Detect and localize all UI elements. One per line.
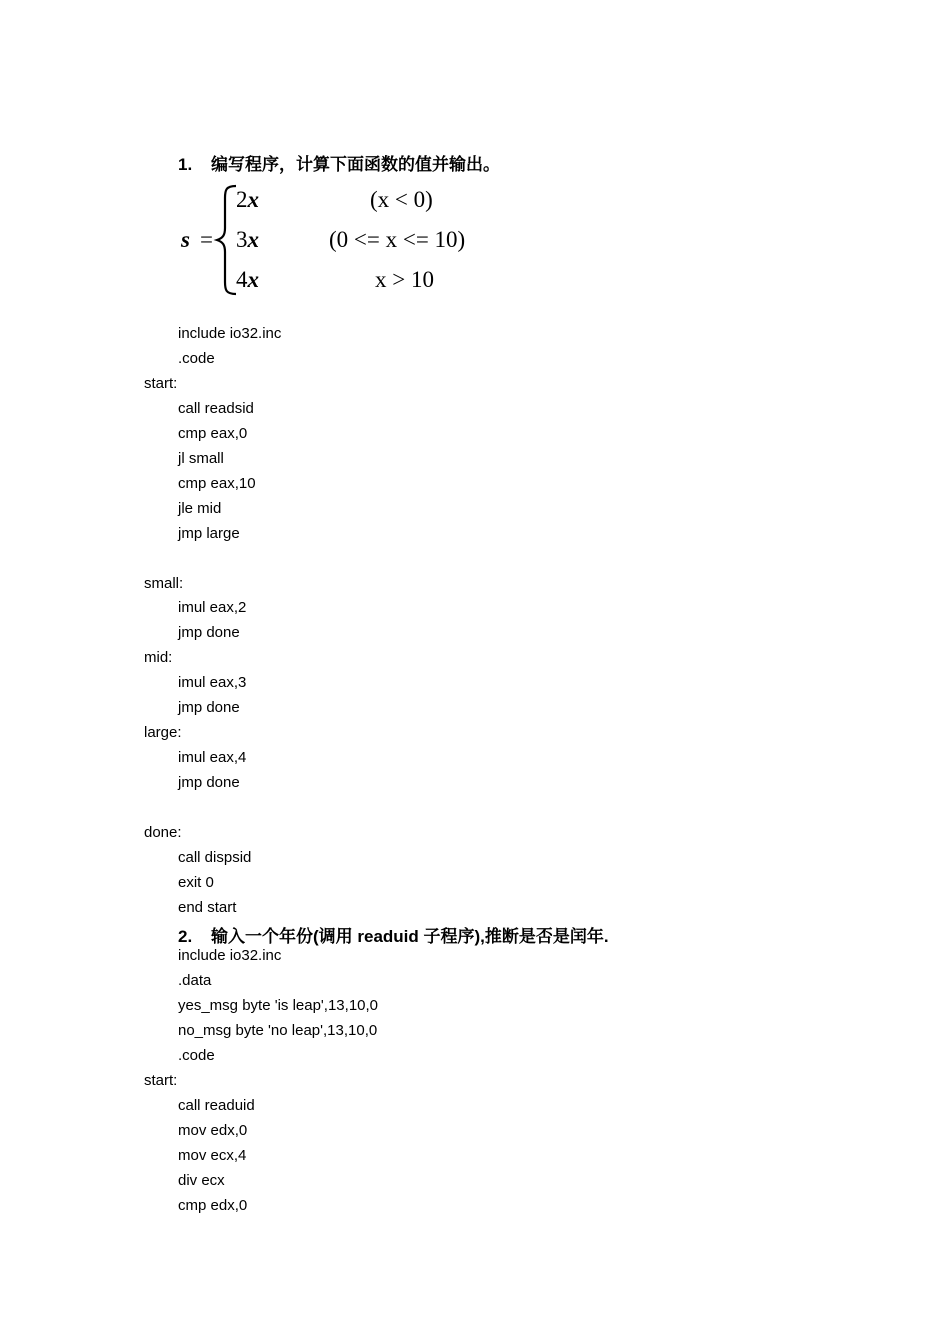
code-line: jmp done <box>178 699 240 717</box>
formula-graphic <box>178 180 498 300</box>
case-2-expr: 3x <box>236 227 259 252</box>
question-2-number: 2. <box>178 927 193 946</box>
question-1-heading <box>178 150 500 175</box>
question-2-heading <box>178 922 609 947</box>
code-line: cmp eax,10 <box>178 474 256 492</box>
code-line: done: <box>144 824 182 841</box>
code-line: jmp large <box>178 524 240 542</box>
case-1-expr: 2x <box>236 187 259 212</box>
code-line: start: <box>144 374 178 392</box>
code-line: cmp eax,0 <box>178 424 248 442</box>
code-line: .code <box>178 1046 215 1064</box>
code-line: mov edx,0 <box>178 1121 248 1139</box>
code-line: no_msg byte 'no leap',13,10,0 <box>178 1021 378 1039</box>
code-line: .data <box>178 971 212 989</box>
formula-equals: = <box>200 227 213 252</box>
code-line: imul eax,2 <box>178 599 247 617</box>
code-line: exit 0 <box>178 873 214 891</box>
code-line: end start <box>178 898 237 916</box>
code-line: yes_msg byte 'is leap',13,10,0 <box>178 996 379 1014</box>
case-3-condition: x > 10 <box>375 267 434 292</box>
question-2-title: 输入一个年份(调用 readuid 子程序),推断是否是闰年. <box>211 927 609 946</box>
question-1-number: 1. <box>178 155 193 174</box>
code-line: jmp done <box>178 774 240 792</box>
question-1-title: 编写程序，计算下面函数的值并输出。 <box>211 155 500 174</box>
code-line: small: <box>144 574 184 592</box>
code-line: jmp done <box>178 624 240 642</box>
case-3-expr: 4x <box>236 267 259 292</box>
case-1-condition: (x < 0) <box>370 187 433 212</box>
code-line: cmp edx,0 <box>178 1196 248 1214</box>
code-line: call dispsid <box>178 848 252 866</box>
code-line: include io32.inc <box>178 947 282 964</box>
formula-lhs: s <box>181 227 190 252</box>
case-2-condition: (0 <= x <= 10) <box>329 227 466 252</box>
code-line: mov ecx,4 <box>178 1146 247 1164</box>
code-line: div ecx <box>178 1171 225 1189</box>
code-line: jl small <box>178 449 224 467</box>
code-line: include io32.inc <box>178 325 282 342</box>
code-line: imul eax,4 <box>178 749 247 767</box>
code-line: jle mid <box>178 499 222 517</box>
code-line: start: <box>144 1071 178 1089</box>
code-line: large: <box>144 724 182 742</box>
code-line: call readuid <box>178 1096 255 1114</box>
code-line: call readsid <box>178 399 254 417</box>
left-brace <box>217 186 236 294</box>
code-line: imul eax,3 <box>178 674 247 692</box>
code-line: mid: <box>144 649 173 667</box>
code-line: .code <box>178 349 215 367</box>
piecewise-formula <box>178 180 498 300</box>
